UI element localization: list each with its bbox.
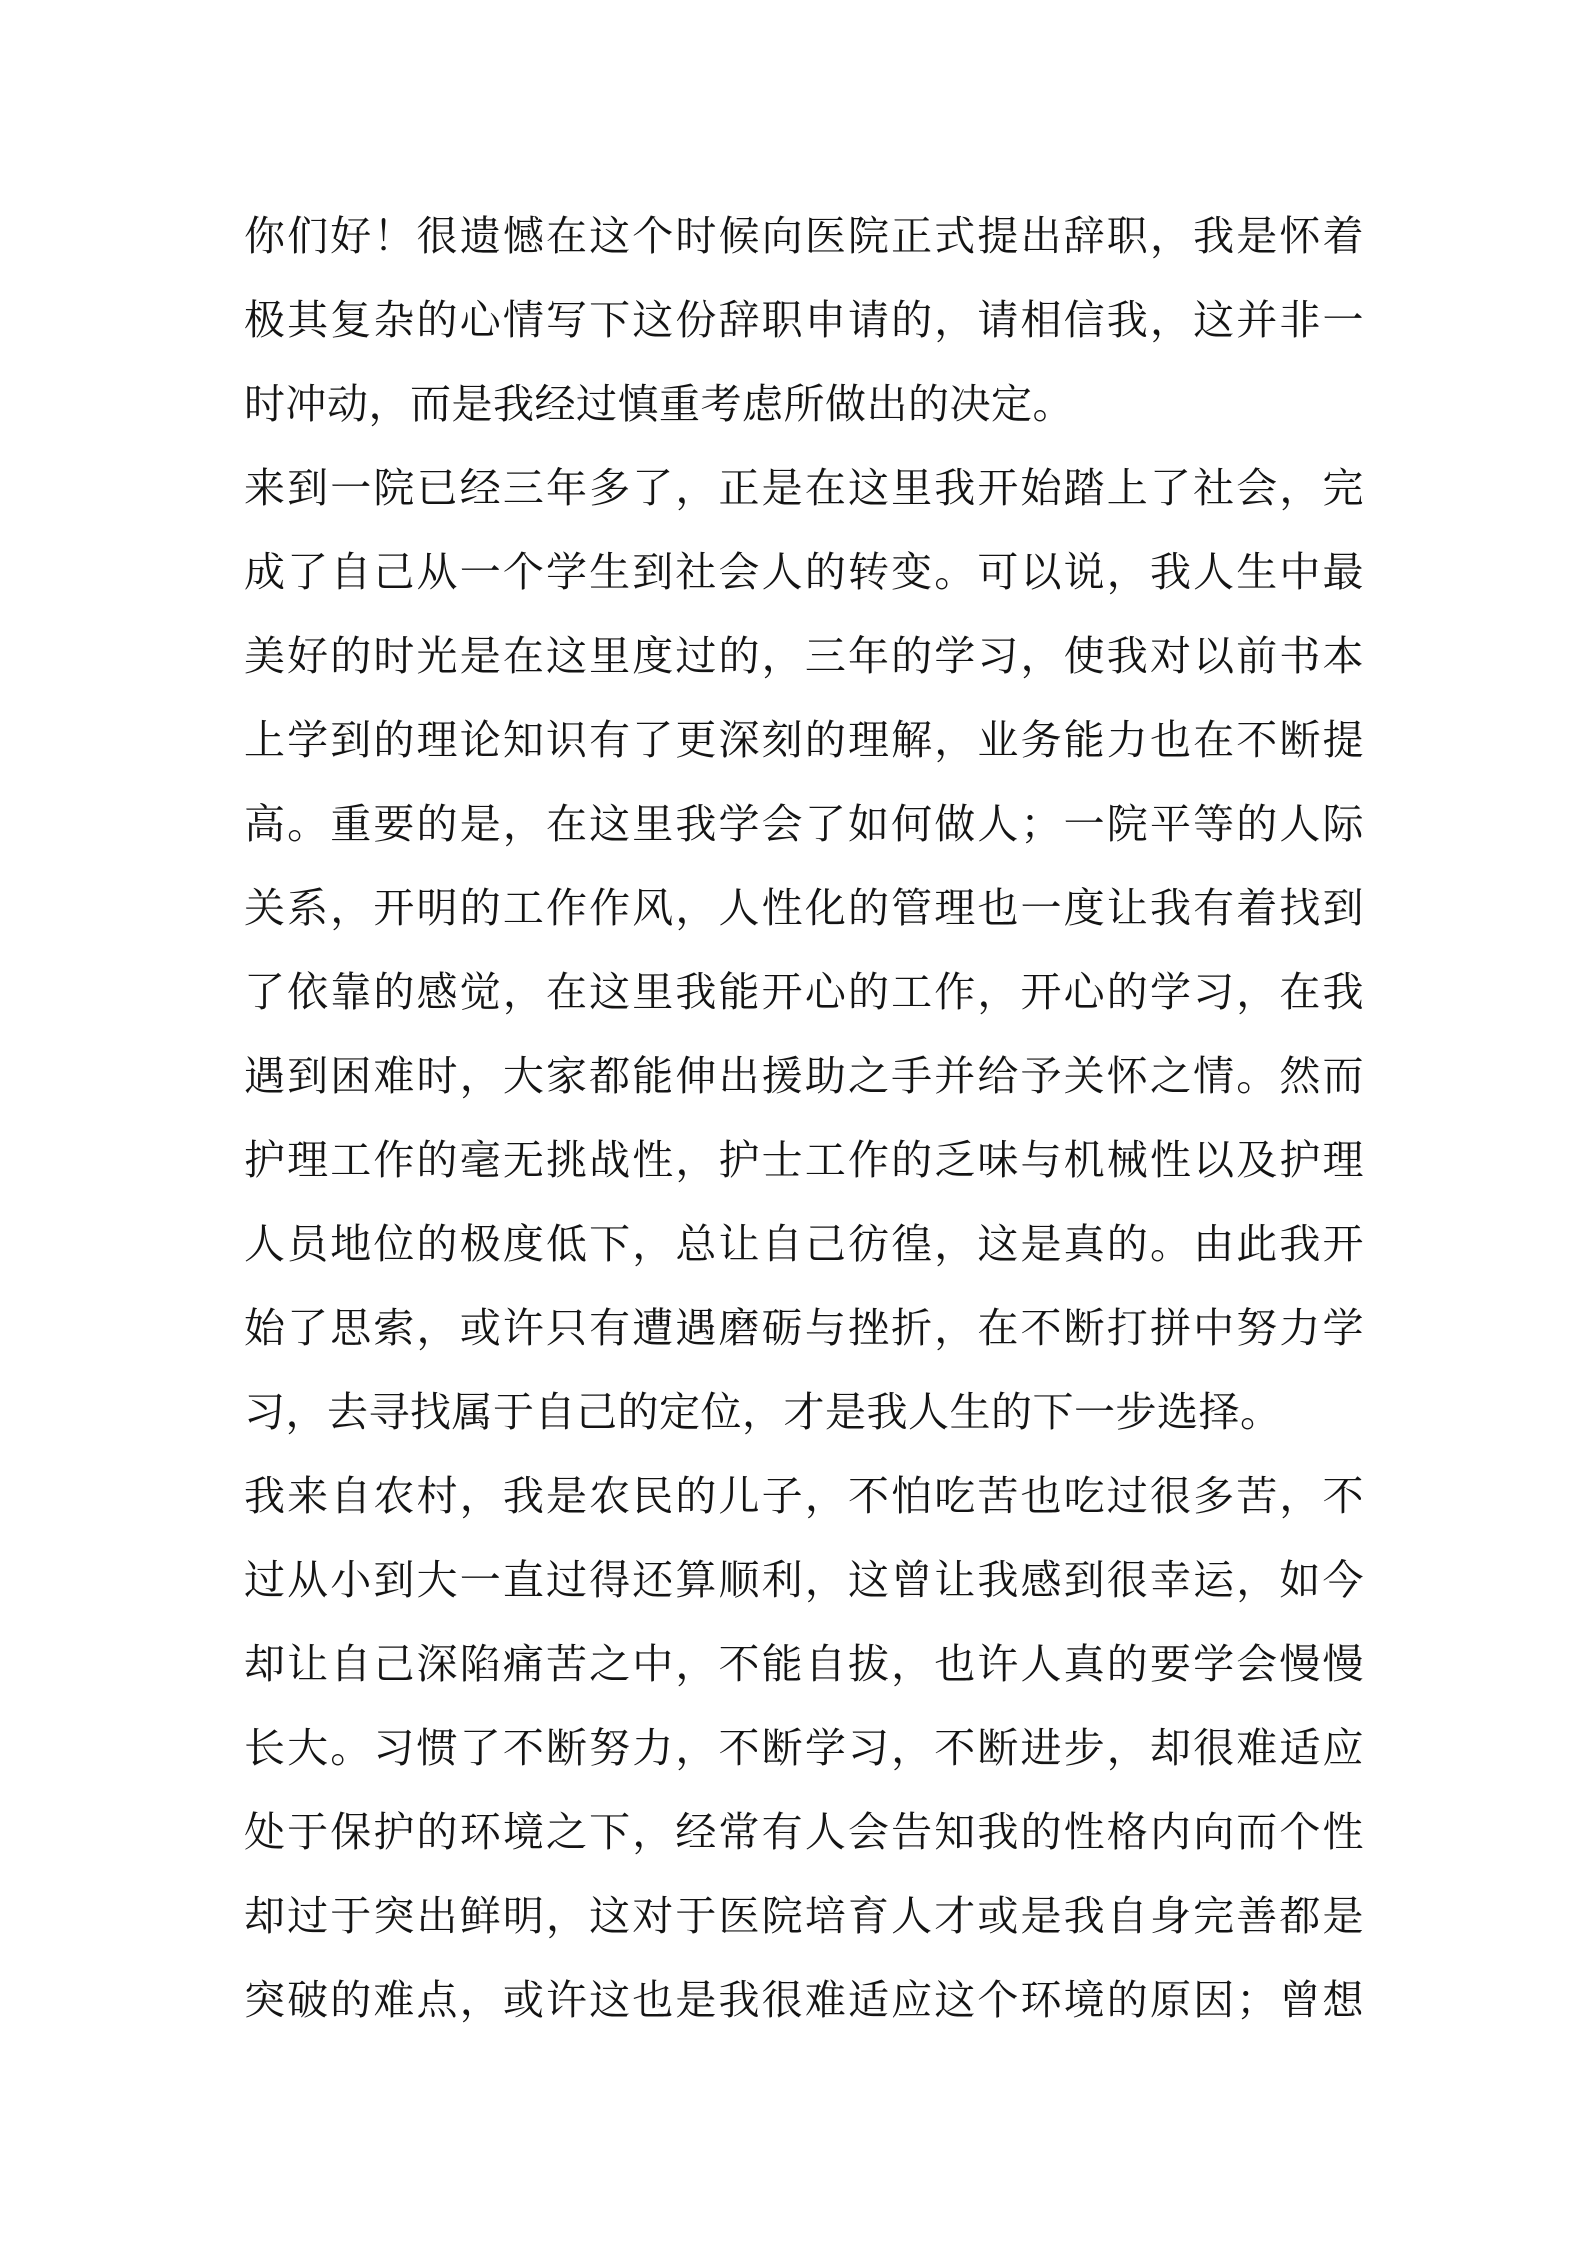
text-line: 极其复杂的心情写下这份辞职申请的，请相信我，这并非一 bbox=[244, 296, 1364, 344]
text-line: 上学到的理论知识有了更深刻的理解，业务能力也在不断提 bbox=[244, 716, 1364, 764]
text-line: 却让自己深陷痛苦之中，不能自拔，也许人真的要学会慢慢 bbox=[244, 1640, 1364, 1688]
text-line: 来到一院已经三年多了，正是在这里我开始踏上了社会，完 bbox=[244, 464, 1364, 512]
text-line: 处于保护的环境之下，经常有人会告知我的性格内向而个性 bbox=[244, 1808, 1364, 1856]
text-line: 你们好！很遗憾在这个时候向医院正式提出辞职，我是怀着 bbox=[244, 212, 1364, 260]
text-line: 遇到困难时，大家都能伸出援助之手并给予关怀之情。然而 bbox=[244, 1052, 1364, 1100]
text-line: 了依靠的感觉，在这里我能开心的工作，开心的学习，在我 bbox=[244, 968, 1364, 1016]
text-line: 成了自己从一个学生到社会人的转变。可以说，我人生中最 bbox=[244, 548, 1364, 596]
resignation-letter-body bbox=[244, 194, 1364, 2042]
text-line: 关系，开明的工作作风，人性化的管理也一度让我有着找到 bbox=[244, 884, 1364, 932]
text-line: 护理工作的毫无挑战性，护士工作的乏味与机械性以及护理 bbox=[244, 1136, 1364, 1184]
text-line: 始了思索，或许只有遭遇磨砺与挫折，在不断打拼中努力学 bbox=[244, 1304, 1364, 1352]
text-line: 高。重要的是，在这里我学会了如何做人；一院平等的人际 bbox=[244, 800, 1364, 848]
text-line: 过从小到大一直过得还算顺利，这曾让我感到很幸运，如今 bbox=[244, 1556, 1364, 1604]
text-line: 长大。习惯了不断努力，不断学习，不断进步，却很难适应 bbox=[244, 1724, 1364, 1772]
text-line: 突破的难点，或许这也是我很难适应这个环境的原因；曾想 bbox=[244, 1976, 1364, 2024]
text-line: 美好的时光是在这里度过的，三年的学习，使我对以前书本 bbox=[244, 632, 1364, 680]
text-line: 习，去寻找属于自己的定位，才是我人生的下一步选择。 bbox=[244, 1388, 1282, 1436]
text-line: 我来自农村，我是农民的儿子，不怕吃苦也吃过很多苦，不 bbox=[244, 1472, 1364, 1520]
text-line: 时冲动，而是我经过慎重考虑所做出的决定。 bbox=[244, 380, 1074, 428]
text-line: 人员地位的极度低下，总让自己彷徨，这是真的。由此我开 bbox=[244, 1220, 1364, 1268]
text-line: 却过于突出鲜明，这对于医院培育人才或是我自身完善都是 bbox=[244, 1892, 1364, 1940]
